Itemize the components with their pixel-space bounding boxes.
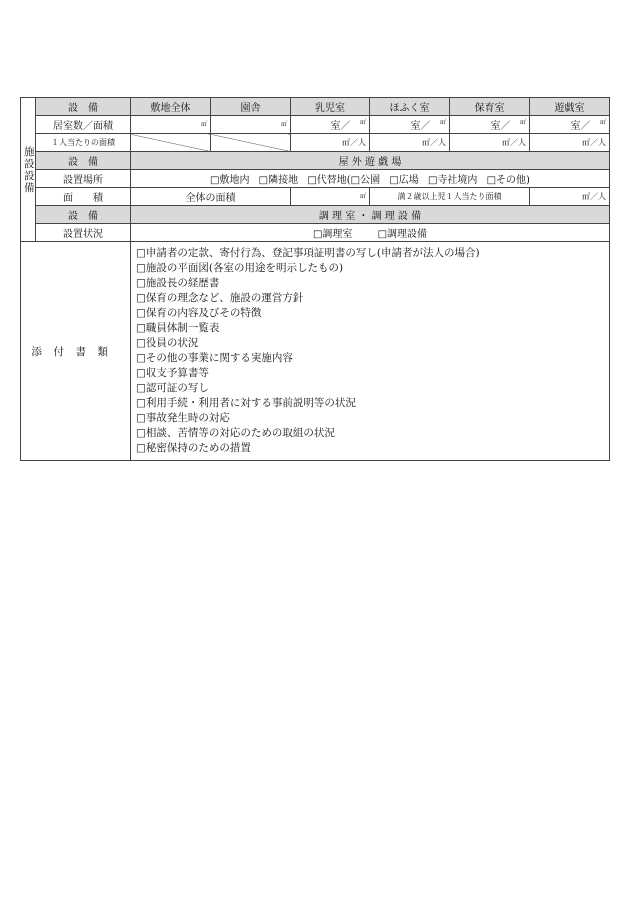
- col-play-room: 遊戯室: [530, 98, 610, 116]
- total-area-label: 全体の面積: [131, 188, 291, 206]
- room-count-area-label: 居室数／面積: [36, 116, 131, 134]
- option-adjacent[interactable]: □隣接地: [258, 175, 299, 186]
- kitchen-header-row: [21, 206, 610, 224]
- infant-room-cell[interactable]: [291, 116, 370, 134]
- location-options: [131, 170, 610, 188]
- per-child-area-label: 満２歳以上児１人当たり面積: [370, 188, 530, 206]
- area-unit: ㎡: [359, 119, 366, 126]
- per-person-area-label: １人当たりの面積: [36, 134, 131, 152]
- kitchen-title: 調 理 室 ・ 調 理 設 備: [131, 206, 610, 224]
- attachment-item[interactable]: □役員の状況: [136, 337, 199, 349]
- diagonal-empty-cell: [211, 134, 291, 152]
- attachment-item[interactable]: □施設の平面図(各室の用途を明示したもの): [136, 262, 344, 274]
- area-unit: ㎡: [359, 193, 366, 200]
- attachment-item[interactable]: □保育の内容及びその特徴: [136, 307, 262, 319]
- attachments-row: [21, 242, 610, 461]
- outdoor-play-title: 屋 外 遊 戯 場: [131, 152, 610, 170]
- facility-form-table: [20, 97, 610, 461]
- attachment-item[interactable]: □保育の理念など、施設の運営方針: [136, 292, 304, 304]
- equipment-header-row: [21, 98, 610, 116]
- area-unit: ㎡: [200, 121, 207, 128]
- site-area-cell[interactable]: [131, 116, 211, 134]
- infant-per-person-cell[interactable]: ㎡／人: [291, 134, 370, 152]
- room-unit: 室／: [570, 121, 591, 132]
- crawling-room-cell[interactable]: [370, 116, 450, 134]
- total-area-value[interactable]: [291, 188, 370, 206]
- attachments-list: [131, 242, 610, 461]
- attachment-item[interactable]: □利用手続・利用者に対する事前説明等の状況: [136, 397, 356, 409]
- area-unit: ㎡: [439, 119, 446, 126]
- facility-side-text: [24, 145, 35, 194]
- crawling-per-person-cell[interactable]: ㎡／人: [370, 134, 450, 152]
- equipment-label: 設 備: [36, 98, 131, 116]
- option-kitchen-room[interactable]: □調理室: [312, 229, 353, 240]
- col-crawling-room: ほふく室: [370, 98, 450, 116]
- location-row: [21, 170, 610, 188]
- facility-side-char: 設: [24, 157, 35, 170]
- option-alternative[interactable]: □代替地(□公園: [307, 175, 381, 186]
- room-count-area-row: [21, 116, 610, 134]
- facility-side-char: 施: [24, 145, 35, 158]
- per-person-area-row: [21, 134, 610, 152]
- col-nursery-room: 保育室: [450, 98, 530, 116]
- attachments-label: 添付書類: [21, 242, 131, 461]
- area-label: 面 積: [36, 188, 131, 206]
- play-per-person-cell[interactable]: ㎡／人: [530, 134, 610, 152]
- play-room-cell[interactable]: [530, 116, 610, 134]
- room-unit: 室／: [410, 121, 431, 132]
- installation-status-row: [21, 224, 610, 242]
- option-temple-grounds[interactable]: □寺社境内: [427, 175, 478, 186]
- installation-status-options: [131, 224, 610, 242]
- attachment-item[interactable]: □事故発生時の対応: [136, 412, 230, 424]
- facility-side-char: 設: [24, 169, 35, 182]
- col-building: 園舎: [211, 98, 291, 116]
- attachment-item[interactable]: □職員体制一覧表: [136, 322, 220, 334]
- attachment-item[interactable]: □その他の事業に関する実施内容: [136, 352, 293, 364]
- outdoor-play-header-row: [21, 152, 610, 170]
- area-unit: ㎡: [280, 121, 287, 128]
- room-unit: 室／: [490, 121, 511, 132]
- equipment-label: 設 備: [36, 152, 131, 170]
- attachment-item[interactable]: □施設長の経歴書: [136, 277, 220, 289]
- location-label: 設置場所: [36, 170, 131, 188]
- building-area-cell[interactable]: [211, 116, 291, 134]
- attachment-item[interactable]: □申請者の定款、寄付行為、登記事項証明書の写し(申請者が法人の場合): [136, 247, 480, 259]
- option-other[interactable]: □その他): [486, 175, 530, 186]
- option-on-site[interactable]: □敷地内: [210, 175, 250, 186]
- equipment-label: 設 備: [36, 206, 131, 224]
- option-square[interactable]: □広場: [389, 175, 419, 186]
- attachment-item[interactable]: □秘密保持のための措置: [136, 442, 251, 454]
- col-infant-room: 乳児室: [291, 98, 370, 116]
- area-unit: ㎡: [599, 119, 606, 126]
- facility-side-label: [21, 98, 36, 242]
- diagonal-empty-cell: [131, 134, 211, 152]
- nursery-per-person-cell[interactable]: ㎡／人: [450, 134, 530, 152]
- installation-status-label: 設置状況: [36, 224, 131, 242]
- attachment-item[interactable]: □認可証の写し: [136, 382, 209, 394]
- attachment-item[interactable]: □相談、苦情等の対応のための取組の状況: [136, 427, 335, 439]
- nursery-room-cell[interactable]: [450, 116, 530, 134]
- attachment-item[interactable]: □収支予算書等: [136, 367, 209, 379]
- facility-side-char: 備: [24, 181, 35, 194]
- per-child-area-value[interactable]: ㎡／人: [530, 188, 610, 206]
- option-kitchen-equipment[interactable]: □調理設備: [377, 229, 428, 240]
- outdoor-area-row: [21, 188, 610, 206]
- col-site-total: 敷地全体: [131, 98, 211, 116]
- area-unit: ㎡: [519, 119, 526, 126]
- room-unit: 室／: [330, 121, 351, 132]
